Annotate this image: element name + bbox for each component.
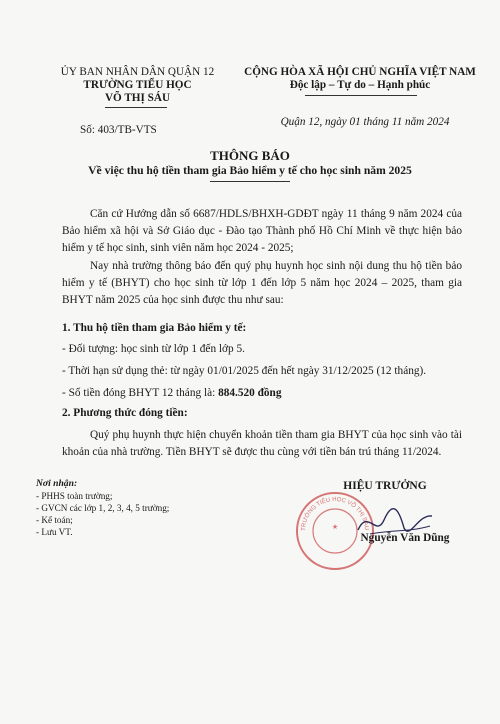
document-subtitle: Về việc thu hộ tiền tham gia Bảo hiểm y tế cho học sinh năm 2025	[88, 164, 412, 177]
recipients-heading: Nơi nhận:	[36, 478, 78, 489]
document-date: Quận 12, ngày 01 tháng 11 năm 2024	[280, 116, 450, 128]
paragraph-announcement: Nay nhà trường thông báo đến quý phụ huynh học sinh nội dung thu hộ tiền bảo hiểm y tế (BHYT) cho học sinh từ lớp 1 đến lớp 5 năm học 2024 – 2025, tham gia BHYT năm 2025 của học sinh được thu như sau:	[62, 260, 462, 306]
stamp-text: TRƯỜNG TIỂU HỌC VÕ THỊ SÁU	[300, 496, 370, 532]
principal-name: Nguyễn Văn Dũng	[360, 532, 450, 544]
nation-motto: Độc lập – Tự do – Hạnh phúc	[289, 79, 431, 91]
paragraph-legal-basis: Căn cứ Hướng dẫn số 6687/HDLS/BHXH-GDĐT ngày 11 tháng 9 năm 2024 của Bảo hiểm xã hội và Sở Giáo dục - Đào tạo Thành phố Hồ Chí Minh về thực hiện bảo hiểm y tế học sinh, sinh viên năm học 2024 - 2025;	[62, 208, 462, 254]
motto-underline	[305, 95, 417, 96]
agency-header	[30, 66, 245, 105]
school-name-line1: TRƯỜNG TIỂU HỌC	[83, 79, 192, 91]
fee-label: - Số tiền đóng BHYT 12 tháng là:	[62, 387, 219, 399]
title-underline	[210, 181, 290, 182]
document-number: Số: 403/TB-VTS	[80, 124, 157, 136]
section1-heading: 1. Thu hộ tiền tham gia Bảo hiểm y tế:	[62, 322, 247, 334]
recipients-block	[36, 478, 236, 538]
bullet-subject: - Đối tượng: học sinh từ lớp 1 đến lớp 5.	[62, 343, 245, 355]
bullet-validity: - Thời hạn sử dụng thẻ: từ ngày 01/01/2025 đến hết ngày 31/12/2025 (12 tháng).	[62, 365, 427, 377]
nation-header	[240, 66, 480, 92]
document-title: THÔNG BÁO	[210, 148, 290, 163]
section2-heading: 2. Phương thức đóng tiền:	[62, 407, 188, 419]
school-name-line2: VÕ THỊ SÁU	[104, 92, 171, 104]
recipient-item: - PHHS toàn trường;	[36, 491, 113, 501]
nation-title: CỘNG HÒA XÃ HỘI CHỦ NGHĨA VIỆT NAM	[244, 66, 476, 78]
recipient-item: - GVCN các lớp 1, 2, 3, 4, 5 trường;	[36, 503, 170, 513]
bullet-fee	[62, 385, 462, 402]
fee-amount: 884.520 đồng	[218, 387, 282, 399]
left-header-underline	[105, 107, 167, 108]
committee-name: ỦY BAN NHÂN DÂN QUẬN 12	[60, 66, 215, 78]
principal-title: HIỆU TRƯỞNG	[343, 480, 427, 492]
recipient-item: - Lưu VT.	[36, 527, 73, 537]
svg-text:★: ★	[331, 524, 339, 531]
recipient-item: - Kế toán;	[36, 515, 73, 525]
handwritten-signature	[350, 500, 440, 545]
payment-method-text: Quý phụ huynh thực hiện chuyển khoản tiền tham gia BHYT của học sinh vào tài khoản của nhà trường. Tiền BHYT sẽ được thu cùng với tiền bán trú tháng 11/2024.	[62, 429, 462, 458]
